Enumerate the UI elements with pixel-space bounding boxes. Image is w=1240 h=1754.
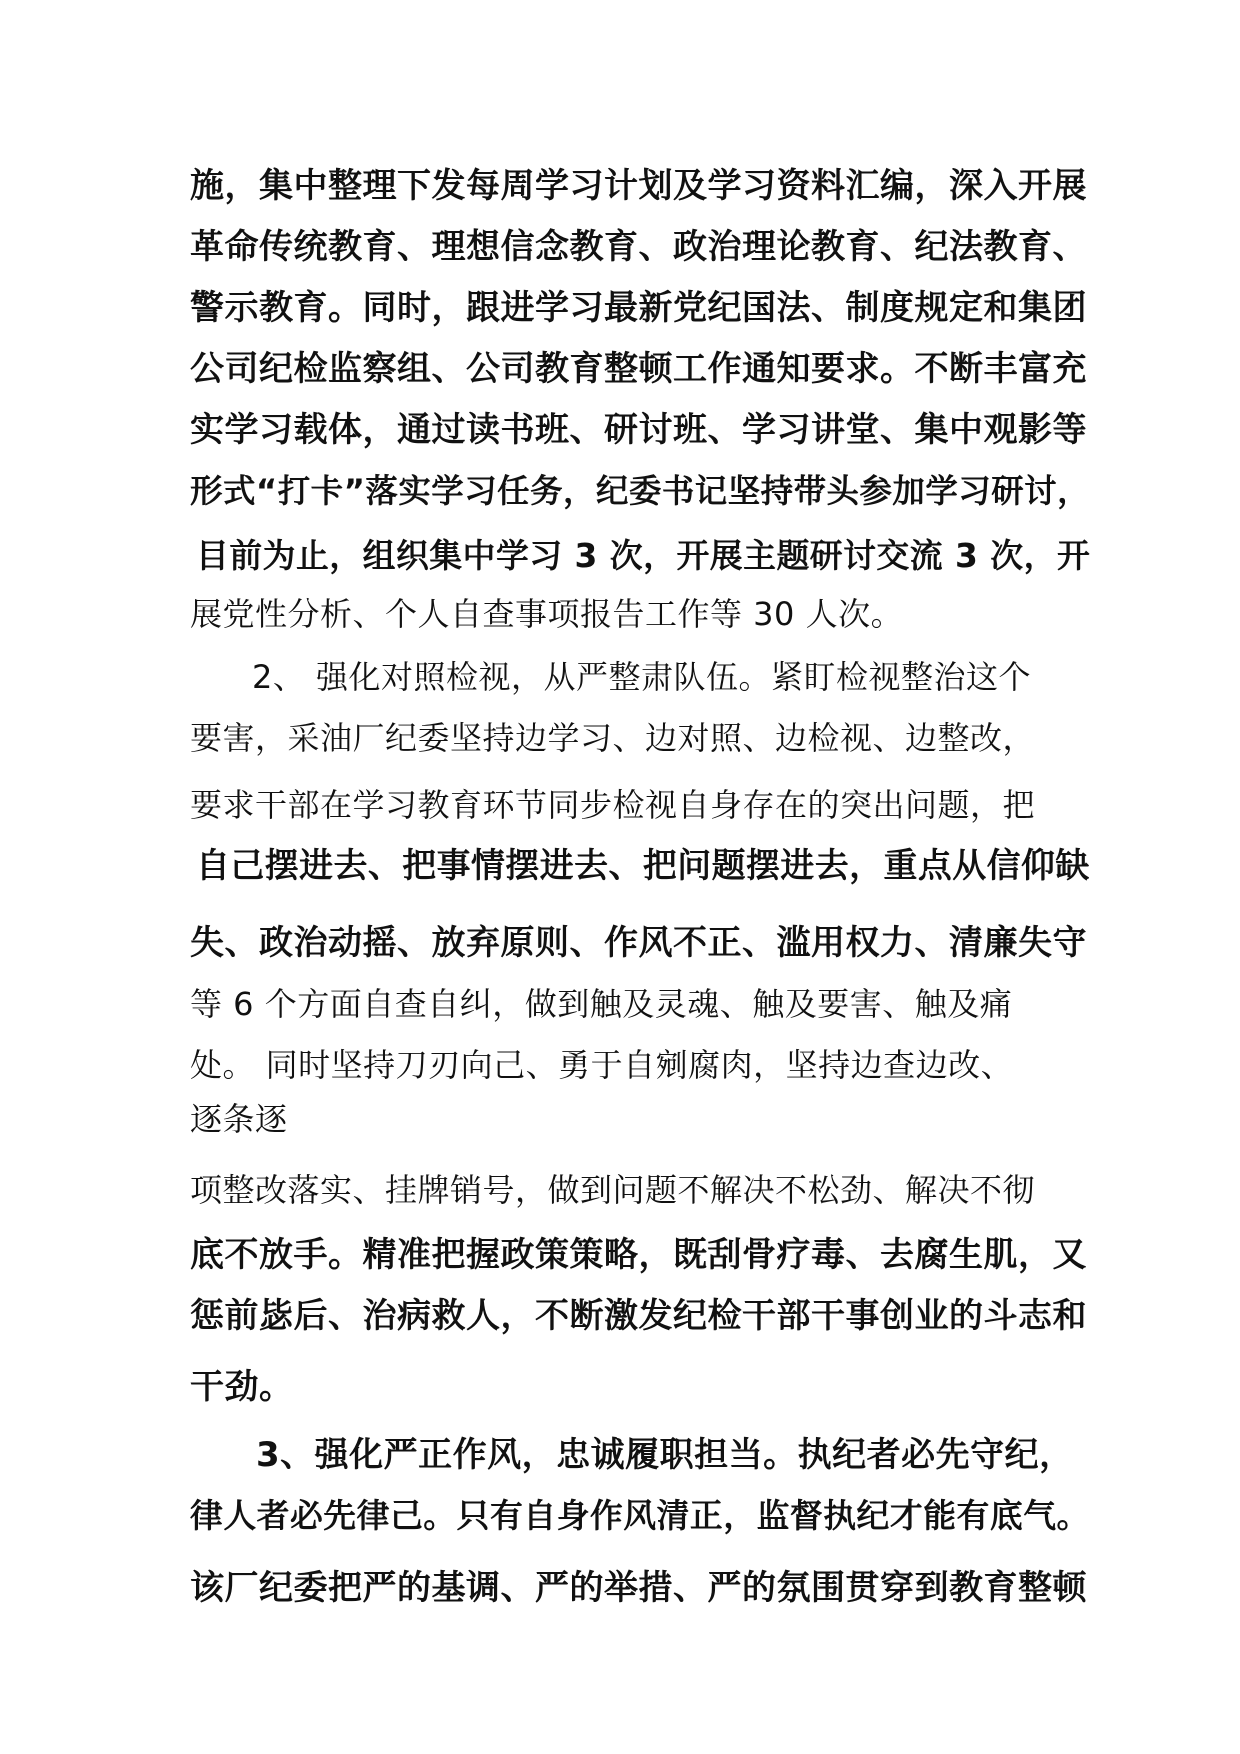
text-line: 项整改落实、挂牌销号，做到问题不解决不松劲、解决不彻 <box>190 1171 1036 1209</box>
text-line: 3、强化严正作风，忠诚履职担当。执纪者必先守纪， <box>256 1435 1074 1475</box>
text-line: 干劲。 <box>190 1367 294 1407</box>
text-line: 要害，采油厂纪委坚持边学习、边对照、边检视、边整改， <box>190 719 1036 757</box>
text-line: 施，集中整理下发每周学习计划及学习资料汇编，深入开展 <box>190 166 1087 206</box>
text-line: 要求干部在学习教育环节同步检视自身存在的突出问题，把 <box>190 786 1036 824</box>
text-line: 底不放手。精准把握政策策略，既刮骨疗毒、去腐生肌，又 <box>190 1235 1087 1275</box>
text-line: 革命传统教育、理想信念教育、政治理论教育、纪法教育、 <box>190 227 1087 267</box>
text-line: 逐条逐 <box>190 1100 288 1138</box>
text-line: 形式“打卡”落实学习任务，纪委书记坚持带头参加学习研讨， <box>190 472 1091 510</box>
text-line: 惩前毖后、治病救人，不断激发纪检干部干事创业的斗志和 <box>190 1296 1087 1336</box>
text-line: 目前为止，组织集中学习 3 次，开展主题研讨交流 3 次，开 <box>196 537 1091 575</box>
text-line: 实学习载体，通过读书班、研讨班、学习讲堂、集中观影等 <box>190 410 1087 450</box>
text-line: 失、政治动摇、放弃原则、作风不正、滥用权力、清廉失守 <box>190 923 1087 963</box>
text-line: 等 6 个方面自查自纠，做到触及灵魂、触及要害、触及痛 <box>190 985 1013 1023</box>
text-line: 自己摆进去、把事情摆进去、把问题摆进去，重点从信仰缺 <box>196 846 1090 885</box>
text-line: 警示教育。同时，跟进学习最新党纪国法、制度规定和集团 <box>190 288 1087 328</box>
text-line: 展党性分析、个人自查事项报告工作等 30 人次。 <box>190 595 904 633</box>
text-line: 该厂纪委把严的基调、严的举措、严的氛围贯穿到教育整顿 <box>190 1568 1087 1608</box>
text-line: 2、 强化对照检视，从严整肃队伍。紧盯检视整治这个 <box>252 658 1032 696</box>
text-line: 处。 同时坚持刀刃向己、勇于自剜腐肉，坚持边查边改、 <box>190 1046 1014 1084</box>
text-line: 律人者必先律己。只有自身作风清正，监督执纪才能有底气。 <box>190 1497 1090 1535</box>
text-line: 公司纪检监察组、公司教育整顿工作通知要求。不断丰富充 <box>190 349 1087 389</box>
